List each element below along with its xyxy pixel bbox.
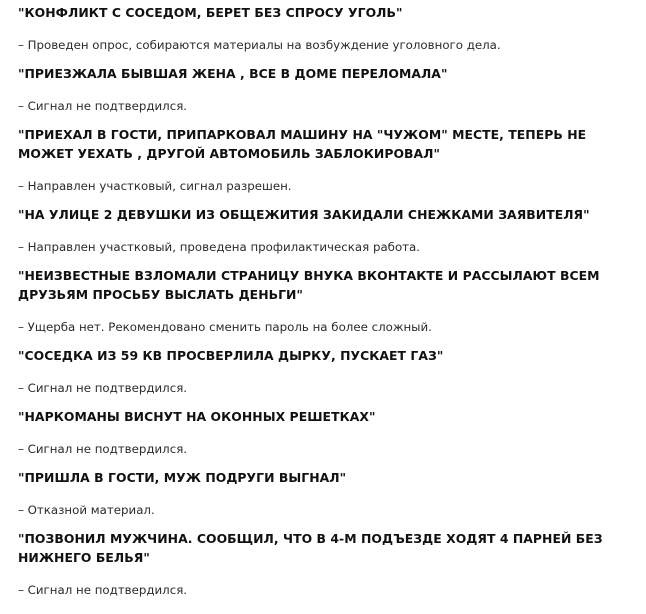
incident-outcome: – Сигнал не подтвердился. [18, 99, 188, 113]
incident-outcome: – Отказной материал. [18, 503, 155, 517]
incident-entry [18, 346, 636, 396]
incident-headline: "КОНФЛИКТ С СОСЕДОМ, БЕРЕТ БЕЗ СПРОСУ УГОЛЬ" [18, 5, 403, 20]
incident-entry [18, 205, 636, 255]
incident-headline: "СОСЕДКА ИЗ 59 КВ ПРОСВЕРЛИЛА ДЫРКУ, ПУСКАЕТ ГАЗ" [18, 348, 444, 363]
incident-entry [18, 3, 636, 53]
incident-headline: "ПРИЕХАЛ В ГОСТИ, ПРИПАРКОВАЛ МАШИНУ НА "ЧУЖОМ" МЕСТЕ, ТЕПЕРЬ НЕ МОЖЕТ УЕХАТЬ , ДРУГОЙ АВТОМОБИЛЬ ЗАБЛОКИРОВАЛ" [18, 127, 587, 161]
incident-headline: "ПРИШЛА В ГОСТИ, МУЖ ПОДРУГИ ВЫГНАЛ" [18, 470, 347, 485]
incident-headline: "НА УЛИЦЕ 2 ДЕВУШКИ ИЗ ОБЩЕЖИТИЯ ЗАКИДАЛИ СНЕЖКАМИ ЗАЯВИТЕЛЯ" [18, 207, 590, 222]
incident-headline: "НЕИЗВЕСТНЫЕ ВЗЛОМАЛИ СТРАНИЦУ ВНУКА ВКОНТАКТЕ И РАССЫЛАЮТ ВСЕМ ДРУЗЬЯМ ПРОСЬБУ ВЫСЛАТЬ ДЕНЬГИ" [18, 268, 600, 302]
incident-entry [18, 529, 636, 598]
incident-outcome: – Направлен участковый, проведена профилактическая работа. [18, 240, 421, 254]
incident-entry [18, 468, 636, 518]
incident-outcome: – Направлен участковый, сигнал разрешен. [18, 179, 292, 193]
incident-entry [18, 407, 636, 457]
incident-outcome: – Сигнал не подтвердился. [18, 583, 188, 597]
incident-outcome: – Ущерба нет. Рекомендовано сменить пароль на более сложный. [18, 320, 432, 334]
incident-headline: "НАРКОМАНЫ ВИСНУТ НА ОКОННЫХ РЕШЕТКАХ" [18, 409, 376, 424]
incident-entry [18, 266, 636, 335]
incident-outcome: – Сигнал не подтвердился. [18, 442, 188, 456]
incident-entry [18, 125, 636, 194]
incident-headline: "ПРИЕЗЖАЛА БЫВШАЯ ЖЕНА , ВСЕ В ДОМЕ ПЕРЕЛОМАЛА" [18, 66, 448, 81]
incident-entry [18, 64, 636, 114]
incident-headline: "ПОЗВОНИЛ МУЖЧИНА. СООБЩИЛ, ЧТО В 4-М ПОДЪЕЗДЕ ХОДЯТ 4 ПАРНЕЙ БЕЗ НИЖНЕГО БЕЛЬЯ" [18, 531, 603, 565]
incident-outcome: – Сигнал не подтвердился. [18, 381, 188, 395]
incident-outcome: – Проведен опрос, собираются материалы на возбуждение уголовного дела. [18, 38, 501, 52]
